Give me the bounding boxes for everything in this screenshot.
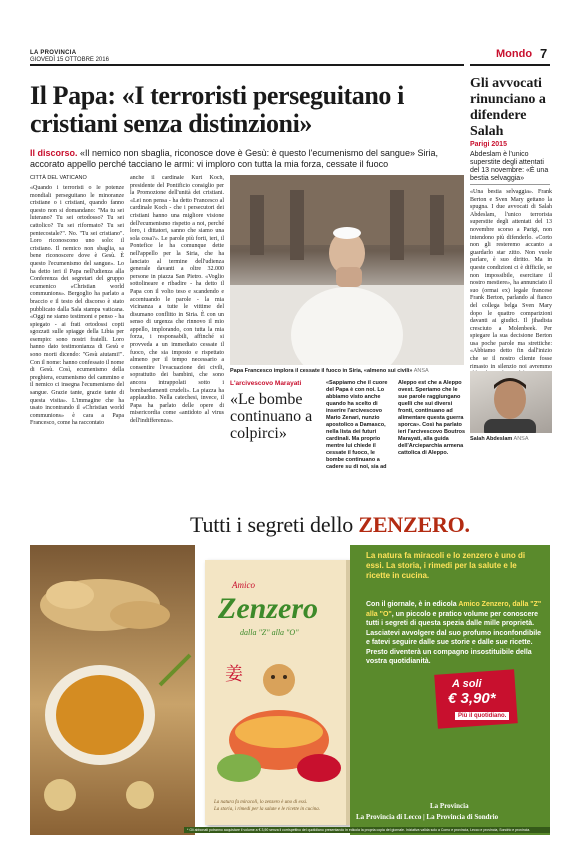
- masthead-name: LA PROVINCIA: [30, 50, 77, 56]
- ginger-illustration: [30, 545, 195, 835]
- photo-caption-text: Papa Francesco implora il cessate il fuoco in Siria, «almeno sui civili»: [230, 368, 413, 374]
- book-footer-1: La natura fa miracoli, lo zenzero è uno di essi.: [214, 800, 308, 805]
- advert-body: [366, 600, 544, 667]
- sidebar-subtitle: Abdeslam è l'unico superstite degli attentati del 13 novembre: «È una bestia selvaggia»: [470, 151, 549, 182]
- sidebar-caption-credit: ANSA: [513, 436, 529, 442]
- headline: Il Papa: «I terroristi perseguitano i cristiani senza distinzioni»: [30, 81, 404, 138]
- advert-lead: La natura fa miracoli e lo zenzero è uno di essi. La storia, i rimedi per la salute e le ricette in cucina.: [366, 551, 526, 580]
- salah-photo: [470, 371, 552, 433]
- quote-kicker: L'arcivescovo Marayati: [230, 380, 302, 387]
- article-column-2: anche il cardinale Kurt Koch, presidente del Pontificio consiglio per la Promozione dell'unità dei cristiani. «Lei non pensa - ha detto Francesco al cardinale Koch - che i persecutori dei cristiani hanno una migliore visione dell'ecumenismo rispetto a noi, perché loro, i dittatori, sanno che siamo una sola cosa?». Le parole più forti, ieri, il Pontefice le ha comunque dette nell'appello per la Siria, che ha lanciato al termine dell'udienza generale davanti a oltre 32.000 persone in piazza San Pietro. «Voglio sottolineare e ribadire - ha detto il Papa con il volto teso e scandendo e accentuando le parole - la mia vicinanza a tutte le vittime del disumano conflitto in Siria. È con un senso di urgenza che rinnovo il mio appello, implorando, con tutta la mia forza, i responsabili, affinché si provveda a un immediato cessate il fuoco, che sia imposto e rispettato almeno per il tempo necessario a consentire l'evacuazione dei civili, soprattutto dei bambini, che sono ancora intrappolati sotto i bombardamenti crudeli». La piazza ha applaudito. Nella catechesi, invece, il Papa ha parlato delle opere di misericordia come «antidoto al virus dell'indifferenza».: [130, 175, 224, 424]
- deck-text: «Il nemico non sbaglia, riconosce dove è Gesù: è questo l'ecumenismo del sangue» Siria, accorato appello perché tacciano le armi: vi imploro con tutta la mia forza, cessate il fuoco: [30, 148, 438, 169]
- book-title: Zenzero: [218, 592, 318, 625]
- sidebar-caption: [470, 436, 529, 442]
- sidebar-rule: [470, 184, 550, 185]
- section-label: Mondo: [496, 48, 533, 60]
- book-subtitle: dalla "Z" alla "O": [240, 628, 299, 637]
- photo-caption: [230, 368, 464, 374]
- interview-column-1: «Sappiamo che il cuore del Papa è con noi. Lo abbiamo visto anche quando ha scelto di inserire l'arcivescovo Mario Zenari, nunzio apostolico a Damasco, nella lista dei futuri cardinali. Ma proprio mentre lui chiede il cessate il fuoco, le bombe continuano a cadere su di noi, sia ad: [326, 380, 388, 470]
- advert-body-highlight: Amico Zenzero, dalla "Z" alla "O": [366, 601, 542, 618]
- pope-photo-illustration: [230, 175, 464, 365]
- masthead-date: GIOVEDÌ 15 OTTOBRE 2016: [30, 57, 109, 63]
- top-rule: [30, 64, 464, 66]
- book-illustration: [215, 650, 343, 790]
- sidebar-caption-text: Salah Abdeslam: [470, 436, 513, 442]
- pull-quote: «Le bombe continuano a colpirci»: [230, 391, 313, 442]
- salah-photo-illustration: [470, 371, 552, 433]
- svg-text:姜: 姜: [225, 664, 243, 685]
- price-note: Più il quotidiano.: [455, 712, 509, 720]
- advert-title-pre: Tutti i segreti dello: [190, 512, 354, 537]
- advert-body-post: , un piccolo e pratico volume per conoscere tutti i segreti di questa spezia dalle mille proprietà. Lasciatevi avvolgere dal suo profumo inconfondibile e fatevi seguire dalle sue storie e dalle sue ricette. Presto diventerà un compagno insostituibile della vostra quotidianità.: [366, 610, 542, 665]
- advert-body-pre: Con il giornale, è in edicola: [366, 601, 457, 608]
- book-amico: Amico: [232, 580, 255, 590]
- sidebar-title: Gli avvocati rinunciano a difendere Salah: [470, 76, 546, 139]
- advert-title: [190, 512, 470, 538]
- pope-photo: [230, 175, 464, 365]
- top-rule-right: [470, 64, 550, 66]
- deck: [30, 148, 464, 170]
- price-value: € 3,90*: [448, 690, 496, 707]
- page-number: 7: [540, 46, 548, 61]
- book-footer-2: La storia, i rimedi per la salute e le ricette in cucina.: [214, 807, 320, 812]
- article-column-1: «Quando i terroristi o le potenze mondiali perseguitano le minoranze cristiane o i cristiani, quando fanno questo non si domandano: "Ma tu sei luterano? Tu sei ortodosso? Tu sei cattolico? Tu sei riformato? Tu sei pentecostale?". No. "Tu sei cristiano". Loro riconoscono uno solo: il cristiano. Il nemico non sbaglia, sa bene riconoscere dove è Gesù. È questo l'ecumenismo del sangue». Lo ha detto ieri il Papa nell'udienza alla Conferenza dei segretari del gruppo ecumenico «Christian world communions». Bergoglio ha parlato a braccio e il testo del discorso è stato pubblicato dalla Sala stampa vaticana. «Oggi ne siamo testimoni e penso - ha spiegato - ai frati ortodossi copti sgozzati sulle spiagge della Libia per esempio: sono nostri fratelli. Loro hanno dato testimonianza di Gesù e sono morti dicendo: "Gesù aiutami!". Con il nome: hanno confessato il nome di Gesù. Così, ecumenismo della preghiera, ecumenismo del cammino e il nemico ci insegna l'ecumenismo del sangue. Grazie tante, grazie tante di questa visita». L'immagine che ha usato incontrando il «Christian world communions» è cara a Papa Francesco, come ha raccontato: [30, 185, 124, 427]
- advert-brand-sub: La Provincia di Lecco | La Provincia di Sondrio: [356, 813, 499, 821]
- advert-title-highlight: ZENZERO.: [358, 512, 470, 537]
- sidebar-kicker: Parigi 2015: [470, 141, 507, 148]
- photo-caption-credit: ANSA: [413, 368, 429, 374]
- sidebar-text: «Una bestia selvaggia». Frank Berton e Sven Mary gettano la spugna. I due avvocati di Salah Abdeslam, l'unico terrorista superstite degli attentati del 13 novembre scorso a Parigi, non intendono più difenderlo. «Corto non gli resteremo accanto a guardarlo star zitto. Non vuole parlare, è suo diritto. Ma in queste condizioni ci è difficile, se non impossibile, esercitare il nostro mestiere», ha annunciato il suo (ormai ex) legale francese Frank Berton, parlando al fianco del collega belga Sven Mary dopo le quattro comparizioni davanti ai giudici. Il jihadista cresciuto a Molenbeek. Per spiegare la sua decisione Berton usa poche parole ma strettiche: «Abbiamo detto fin dall'inizio che se il nostro cliente fosse rimasto in silenzio noi avremmo: [470, 189, 552, 370]
- dateline: CITTÀ DEL VATICANO: [30, 175, 87, 181]
- advert-footnote: * Gli abbonati potranno acquistare il volume a € 3,90 senza il corrispettivo del quotidiano presentando in edicola la propria copia del giornale. Iniziativa valida solo a Como e provincia, Lecco e provincia, Sondrio e provincia.: [184, 827, 550, 833]
- masthead: [30, 50, 109, 64]
- advert-brand: La Provincia: [430, 802, 469, 810]
- interview-column-2: Aleppo est che a Aleppo ovest. Speriamo che le sue parole raggiungano quelli che sui diversi fronti, continuano ad alimentare questa guerra sporca». Così ha parlato ieri l'arcivescovo Boutros Marayati, alla guida dell'Arcieparchia armena cattolica di Aleppo.: [398, 380, 466, 456]
- price-label: A soli: [452, 678, 482, 690]
- ginger-photo: [30, 545, 195, 835]
- deck-kicker: Il discorso.: [30, 148, 78, 158]
